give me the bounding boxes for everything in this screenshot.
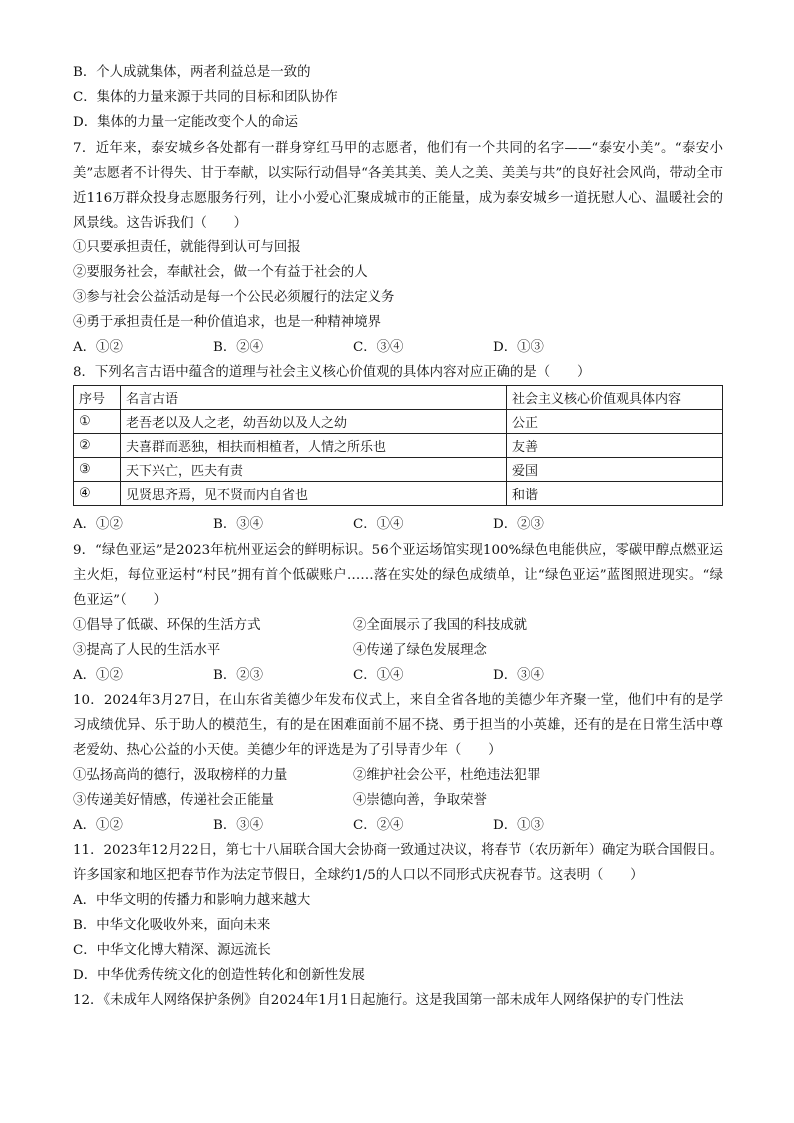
q6-option-b: B．个人成就集体，两者利益总是一致的 [73,65,311,80]
q10-item-3: ③传递美好情感，传递社会正能量 [73,793,274,808]
q9-item-2: ②全面展示了我国的科技成就 [353,618,528,633]
q10-choice-c: C．②④ [353,818,404,833]
q9-stem: 9．“绿色亚运”是2023年杭州亚运会的鲜明标识。56个亚运场馆实现100%绿色电能供应，零碳甲醇点燃亚运主火炬，每位亚运村“村民”拥有首个低碳账户……落在实处的绿色成绩单，让“绿色亚运”蓝图照进现实。“绿色亚运”（ ） [73,543,723,608]
table-row [74,434,723,458]
q10-item-4: ④崇德向善，争取荣誉 [353,793,487,808]
table-cell: ④ [74,482,121,506]
q11-option-d: D．中华优秀传统文化的创造性转化和创新性发展 [73,968,365,983]
table-cell: ② [74,434,121,458]
q9-item-3: ③提高了人民的生活水平 [73,643,221,658]
q7-stem: 7．近年来，泰安城乡各处都有一群身穿红马甲的志愿者，他们有一个共同的名字——“泰安小美”。“泰安小美”志愿者不计得失、甘于奉献，以实际行动倡导“各美其美、美人之美、美美与共”的良好社会风尚，带动全市近116万群众投身志愿服务行列，让小小爱心汇聚成城市的正能量，成为泰安城乡一道抚慰人心、温暖社会的风景线。这告诉我们（ ） [73,141,723,231]
q7-item-3: ③参与社会公益活动是每一个公民必须履行的法定义务 [73,290,395,305]
q9-item-1: ①倡导了低碳、环保的生活方式 [73,618,261,633]
q7-item-1: ①只要承担责任，就能得到认可与回报 [73,240,301,255]
q8-choice-b: B．③④ [213,517,264,532]
q8-choice-c: C．①④ [353,517,404,532]
q7-choice-c: C．③④ [353,340,404,355]
table-row [74,410,723,434]
q11-option-c: C．中华文化博大精深、源远流长 [73,943,271,958]
table-row [74,482,723,506]
table-cell: 爱国 [507,458,723,482]
table-cell: 夫喜群而恶独，相扶而相植者，人情之所乐也 [121,434,507,458]
table-cell: 公正 [507,410,723,434]
q10-choice-a: A．①② [73,818,123,833]
table-cell: ① [74,410,121,434]
table-cell: 见贤思齐焉，见不贤而内自省也 [121,482,507,506]
q10-choice-b: B．③④ [213,818,264,833]
q11-option-a: A．中华文明的传播力和影响力越来越大 [73,893,311,908]
table-cell: 天下兴亡，匹夫有责 [121,458,507,482]
q12-stem: 12．《未成年人网络保护条例》自2024年1月1日起施行。这是我国第一部未成年人网络保护的专门性法 [73,993,684,1008]
q11-stem: 11．2023年12月22日，第七十八届联合国大会协商一致通过决议，将春节（农历新年）确定为联合国假日。许多国家和地区把春节作为法定节假日，全球约1/5的人口以不同形式庆祝春节。这表明（ ） [73,843,723,883]
q8-stem: 8．下列名言古语中蕴含的道理与社会主义核心价值观的具体内容对应正确的是（ ） [73,365,591,380]
table-cell: 友善 [507,434,723,458]
table-cell: 和谐 [507,482,723,506]
q7-choice-a: A．①② [73,340,123,355]
q10-item-2: ②维护社会公平，杜绝违法犯罪 [353,768,541,783]
q10-choice-d: D．①③ [493,818,544,833]
q9-choice-d: D．③④ [493,668,544,683]
q7-choice-b: B．②④ [213,340,264,355]
q9-choice-b: B．②③ [213,668,264,683]
q7-item-2: ②要服务社会，奉献社会，做一个有益于社会的人 [73,265,368,280]
q10-item-1: ①弘扬高尚的德行，汲取榜样的力量 [73,768,288,783]
q8-table [73,385,723,506]
q9-item-4: ④传递了绿色发展理念 [353,643,487,658]
table-cell: 老吾老以及人之老，幼吾幼以及人之幼 [121,410,507,434]
q10-stem: 10．2024年3月27日，在山东省美德少年发布仪式上，来自全省各地的美德少年齐聚一堂，他们中有的是学习成绩优异、乐于助人的模范生，有的是在困难面前不屈不挠、勇于担当的小英雄，还有的是在日常生活中尊老爱幼、热心公益的小天使。美德少年的评选是为了引导青少年（ ） [73,693,723,758]
q7-choice-d: D．①③ [493,340,544,355]
q9-choice-a: A．①② [73,668,123,683]
table-header-cell: 社会主义核心价值观具体内容 [507,386,723,410]
table-cell: ③ [74,458,121,482]
q6-option-d: D．集体的力量一定能改变个人的命运 [73,115,298,130]
table-header-row [74,386,723,410]
table-row [74,458,723,482]
table-header-cell: 序号 [74,386,121,410]
q6-option-c: C．集体的力量来源于共同的目标和团队协作 [73,90,338,105]
q11-option-b: B．中华文化吸收外来，面向未来 [73,918,271,933]
q7-item-4: ④勇于承担责任是一种价值追求，也是一种精神境界 [73,315,381,330]
q8-choice-a: A．①② [73,517,123,532]
table-header-cell: 名言古语 [121,386,507,410]
q9-choice-c: C．①④ [353,668,404,683]
q8-choice-d: D．②③ [493,517,544,532]
